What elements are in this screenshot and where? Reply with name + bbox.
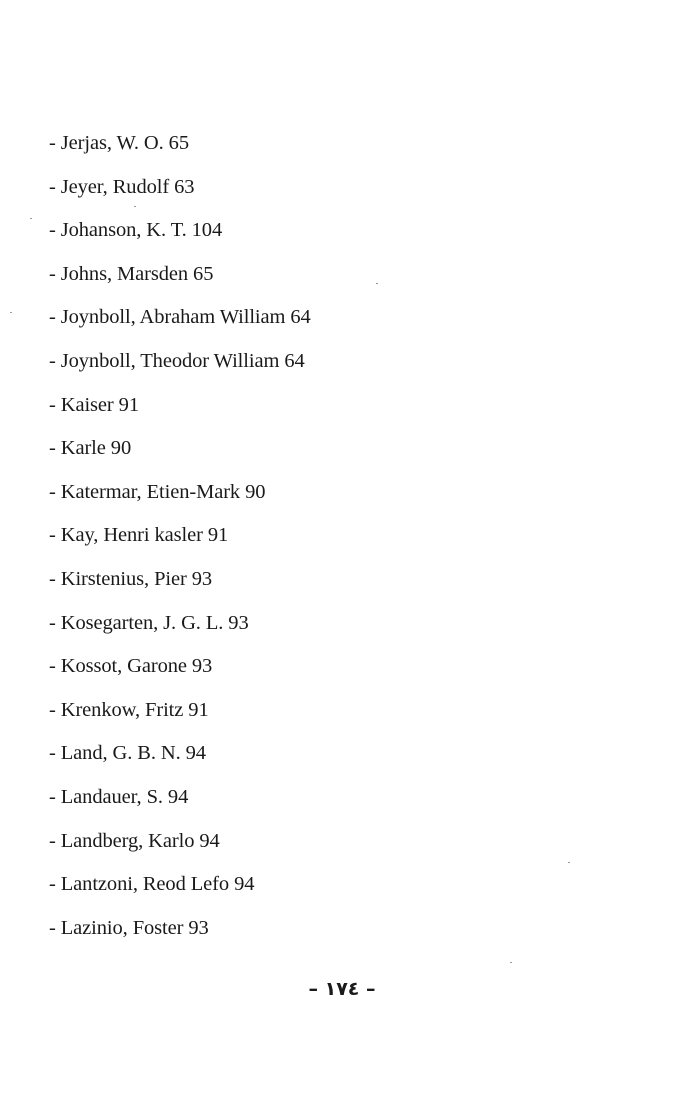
scan-speck [510, 962, 512, 963]
index-entry: - Lazinio, Foster 93 [49, 916, 209, 939]
index-entry: - Joynboll, Theodor William 64 [49, 349, 305, 372]
page-number: – ١٧٤ – [308, 978, 376, 1000]
index-entry: - Lantzoni, Reod Lefo 94 [49, 873, 255, 896]
index-entry: - Johanson, K. T. 104 [49, 219, 223, 242]
index-entry: - Karle 90 [49, 437, 132, 460]
index-entry: - Kosegarten, J. G. L. 93 [49, 611, 249, 634]
scan-speck [376, 283, 378, 284]
index-entry: - Joynboll, Abraham William 64 [49, 306, 311, 329]
scan-speck [568, 862, 570, 863]
scan-speck [10, 312, 12, 313]
name-index-list [49, 122, 311, 950]
index-entry: - Kirstenius, Pier 93 [49, 567, 213, 590]
index-entry: - Johns, Marsden 65 [49, 262, 214, 285]
index-entry: - Landauer, S. 94 [49, 785, 189, 808]
scan-speck [30, 218, 32, 219]
index-entry: - Kossot, Garone 93 [49, 655, 213, 678]
index-entry: - Katermar, Etien-Mark 90 [49, 480, 266, 503]
index-entry: - Land, G. B. N. 94 [49, 742, 206, 765]
index-entry: - Landberg, Karlo 94 [49, 829, 220, 852]
index-entry: - Krenkow, Fritz 91 [49, 698, 209, 721]
index-entry: - Jeyer, Rudolf 63 [49, 175, 195, 198]
scan-speck [134, 206, 136, 207]
index-entry: - Kaiser 91 [49, 393, 139, 416]
index-entry: - Kay, Henri kasler 91 [49, 524, 229, 547]
index-entry: - Jerjas, W. O. 65 [49, 132, 189, 154]
